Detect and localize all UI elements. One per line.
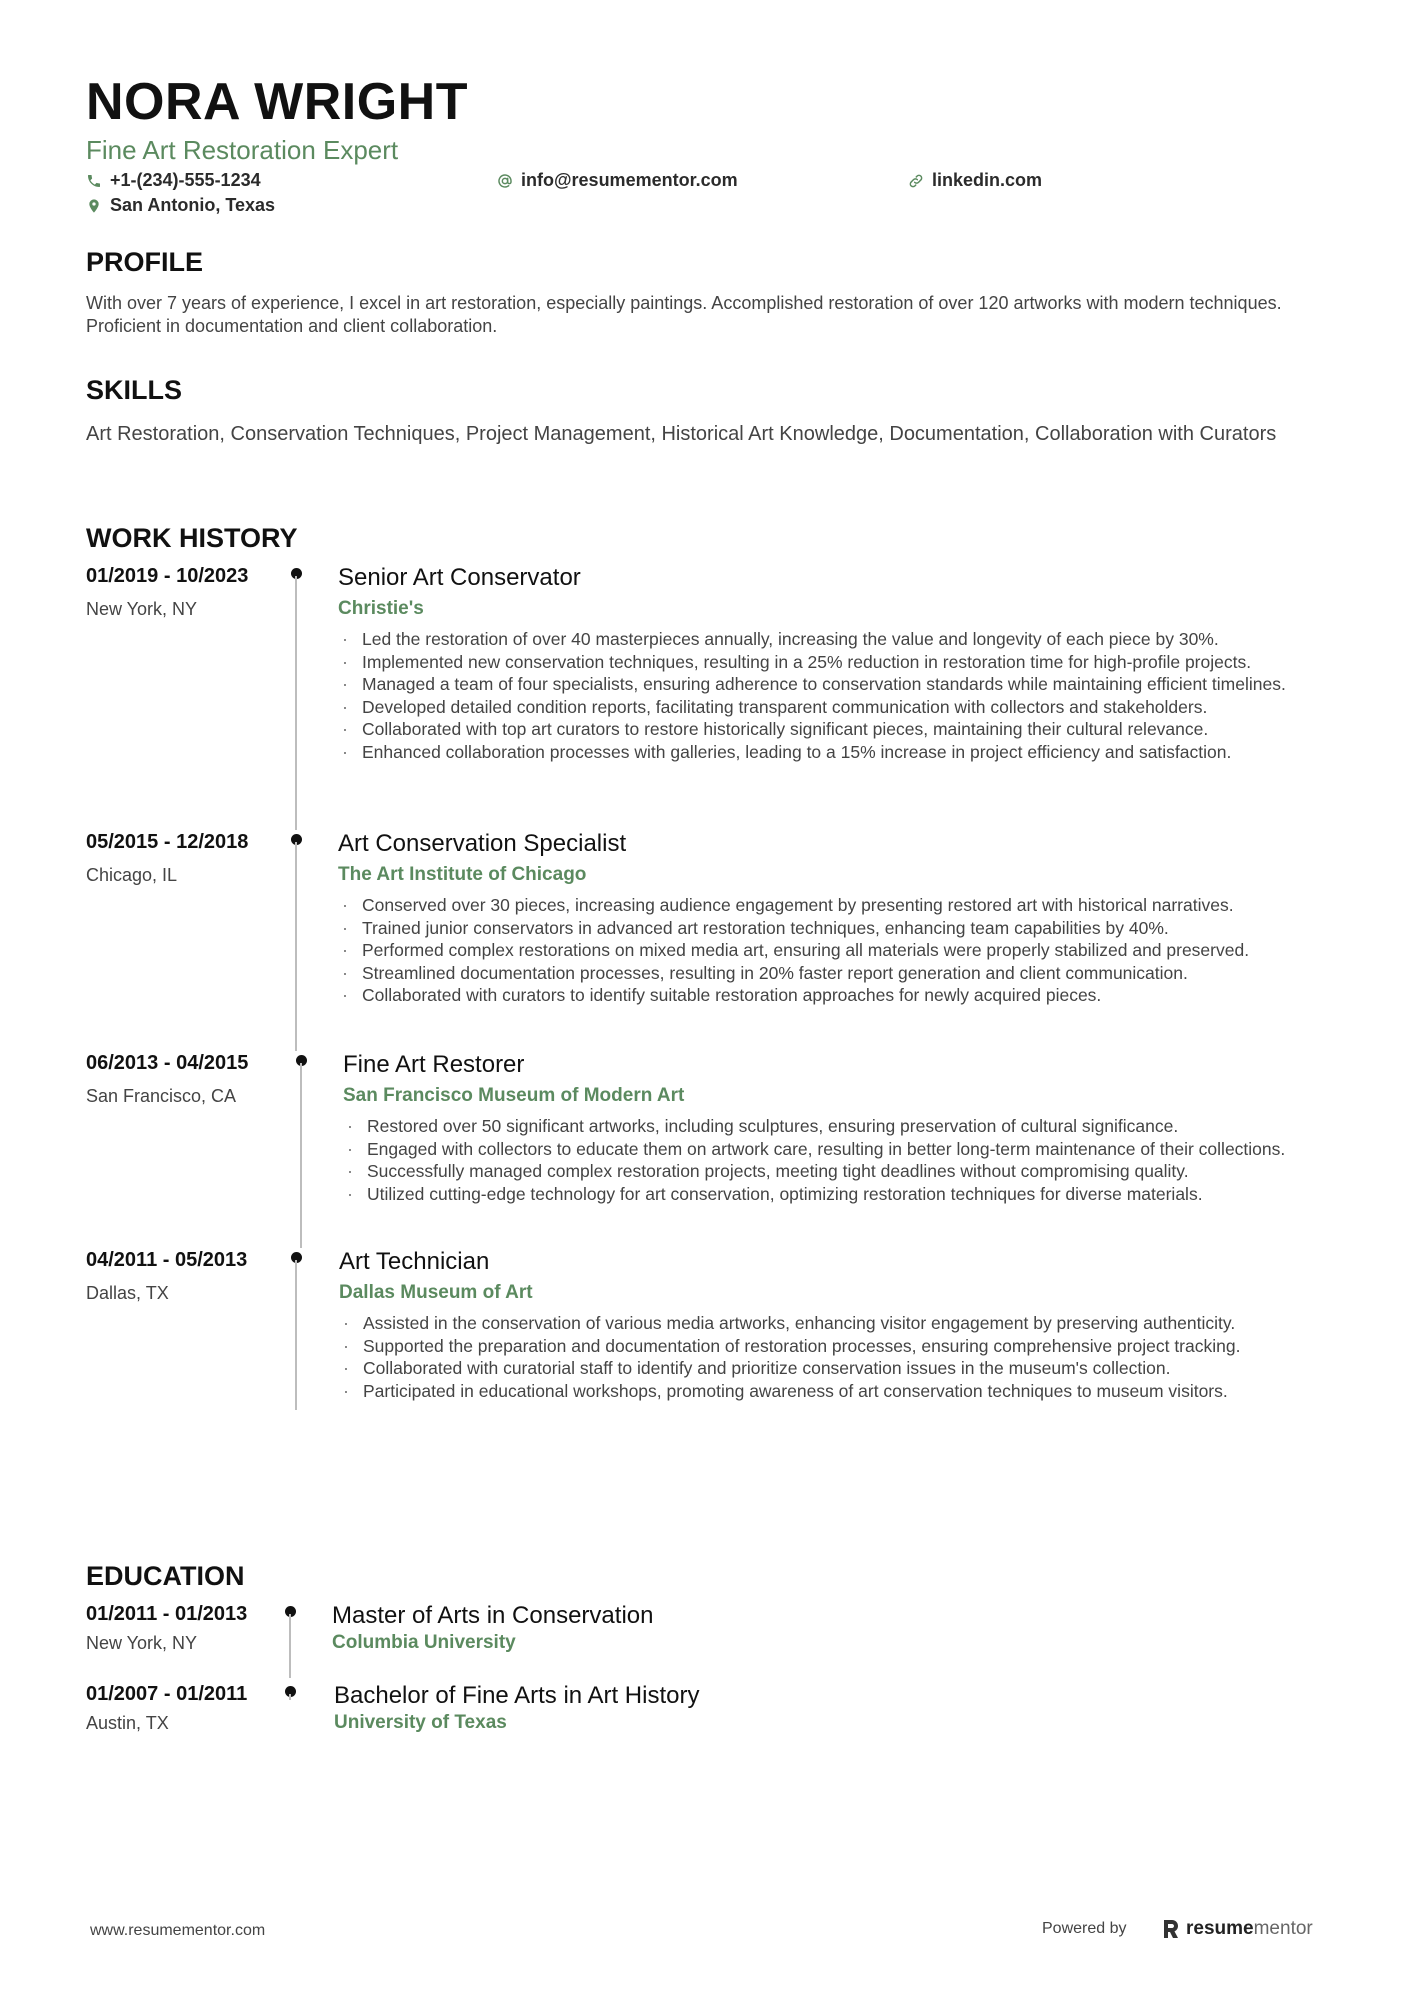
resumementor-logo-icon bbox=[1162, 1919, 1180, 1939]
job-bullets bbox=[338, 628, 1346, 763]
job-bullets bbox=[338, 894, 1346, 1007]
job-bullet: · Supported the preparation and documentation of restoration processes, ensuring comprehensive project tracking. bbox=[339, 1335, 1346, 1358]
education-school: Columbia University bbox=[332, 1632, 516, 1653]
footer-powered-by: Powered by bbox=[1042, 1920, 1127, 1937]
job-location: New York, NY bbox=[86, 599, 198, 619]
work-history-heading: WORK HISTORY bbox=[86, 523, 298, 553]
job-details bbox=[343, 1051, 1346, 1205]
job-dates: 05/2015 - 12/2018 bbox=[86, 831, 249, 853]
job-location: San Francisco, CA bbox=[86, 1086, 237, 1106]
job-company: Christie's bbox=[338, 598, 424, 619]
education-dates: 01/2007 - 01/2011 bbox=[86, 1683, 248, 1705]
skills-section bbox=[86, 374, 1346, 447]
phone-icon bbox=[86, 173, 102, 189]
job-role: Senior Art Conservator bbox=[338, 564, 581, 591]
job-details bbox=[338, 830, 1346, 1007]
contact-info bbox=[86, 170, 1346, 220]
job-bullet: · Led the restoration of over 40 masterpieces annually, increasing the value and longevity of each piece by 30%. bbox=[338, 628, 1346, 651]
timeline-line bbox=[289, 1694, 291, 1700]
skills-text: Art Restoration, Conservation Techniques, Project Management, Historical Art Knowledge, Documentation, Collaboration with Curators bbox=[86, 423, 1277, 445]
job-entry bbox=[86, 564, 1346, 830]
job-company: Dallas Museum of Art bbox=[339, 1282, 533, 1303]
job-meta bbox=[86, 1248, 286, 1304]
job-bullet: · Performed complex restorations on mixed media art, ensuring all materials were properly stabilized and preserved. bbox=[338, 939, 1346, 962]
education-entry bbox=[86, 1602, 1346, 1682]
education-location: New York, NY bbox=[86, 1633, 198, 1653]
location-text: San Antonio, Texas bbox=[110, 195, 276, 215]
job-bullet: · Implemented new conservation techniques, resulting in a 25% reduction in restoration time for high-profile projects. bbox=[338, 651, 1346, 674]
job-meta bbox=[86, 1051, 286, 1107]
education-degree: Master of Arts in Conservation bbox=[332, 1602, 654, 1629]
education-degree: Bachelor of Fine Arts in Art History bbox=[334, 1682, 700, 1709]
education-school: University of Texas bbox=[334, 1712, 507, 1733]
job-bullet: · Managed a team of four specialists, ensuring adherence to conservation standards while maintaining efficient timelines. bbox=[338, 673, 1346, 696]
job-meta bbox=[86, 830, 286, 886]
timeline-line bbox=[289, 1614, 291, 1678]
job-bullet: · Participated in educational workshops, promoting awareness of art conservation techniques to museum visitors. bbox=[339, 1380, 1346, 1403]
job-bullet: · Collaborated with curatorial staff to identify and prioritize conservation issues in the museum's collection. bbox=[339, 1357, 1346, 1380]
work-history-section bbox=[86, 522, 1346, 1448]
footer-brand-logo[interactable] bbox=[1162, 1918, 1313, 1940]
profile-section bbox=[86, 246, 1346, 338]
job-bullet: · Restored over 50 significant artworks, including sculptures, ensuring preservation of cultural significance. bbox=[343, 1115, 1346, 1138]
job-bullet: · Streamlined documentation processes, resulting in 20% faster report generation and client communication. bbox=[338, 962, 1346, 985]
job-dates: 06/2013 - 04/2015 bbox=[86, 1052, 249, 1074]
job-bullet: · Developed detailed condition reports, facilitating transparent communication with collectors and stakeholders. bbox=[338, 696, 1346, 719]
job-bullets bbox=[343, 1115, 1346, 1205]
contact-email[interactable] bbox=[497, 170, 738, 191]
brand-light-text: mentor bbox=[1253, 1918, 1313, 1939]
job-bullet: · Conserved over 30 pieces, increasing audience engagement by presenting restored art with historical narratives. bbox=[338, 894, 1346, 917]
profile-heading: PROFILE bbox=[86, 247, 204, 277]
job-dates: 01/2019 - 10/2023 bbox=[86, 565, 249, 587]
job-role: Art Conservation Specialist bbox=[338, 830, 627, 857]
timeline-line bbox=[300, 1063, 302, 1248]
job-details bbox=[339, 1248, 1346, 1402]
education-section bbox=[86, 1560, 1346, 1762]
education-location: Austin, TX bbox=[86, 1713, 169, 1733]
timeline-line bbox=[295, 1260, 297, 1410]
job-entry bbox=[86, 830, 1346, 1051]
job-role: Fine Art Restorer bbox=[343, 1051, 525, 1078]
timeline-line bbox=[295, 842, 297, 1051]
job-company: The Art Institute of Chicago bbox=[338, 864, 587, 885]
email-text: info@resumementor.com bbox=[521, 170, 738, 190]
education-entry bbox=[86, 1682, 1346, 1762]
job-bullet: · Utilized cutting-edge technology for art conservation, optimizing restoration techniques for diverse materials. bbox=[343, 1183, 1346, 1206]
education-heading: EDUCATION bbox=[86, 1561, 245, 1591]
job-list bbox=[86, 564, 1346, 1448]
phone-text: +1-(234)-555-1234 bbox=[110, 170, 261, 190]
education-dates: 01/2011 - 01/2013 bbox=[86, 1603, 248, 1625]
job-bullets bbox=[339, 1312, 1346, 1402]
candidate-name: NORA WRIGHT bbox=[86, 73, 468, 131]
resume-page bbox=[86, 72, 1346, 1733]
contact-linkedin[interactable] bbox=[908, 170, 1042, 191]
skills-heading: SKILLS bbox=[86, 375, 183, 405]
job-role: Art Technician bbox=[339, 1248, 490, 1275]
contact-phone[interactable] bbox=[86, 170, 261, 191]
job-company: San Francisco Museum of Modern Art bbox=[343, 1085, 685, 1106]
timeline-line bbox=[295, 576, 297, 830]
job-location: Dallas, TX bbox=[86, 1283, 169, 1303]
job-dates: 04/2011 - 05/2013 bbox=[86, 1249, 248, 1271]
job-bullet: · Assisted in the conservation of various media artworks, enhancing visitor engagement by preserving authenticity. bbox=[339, 1312, 1346, 1335]
brand-bold-text: resume bbox=[1186, 1918, 1254, 1939]
page-footer bbox=[90, 1918, 1330, 1948]
at-icon bbox=[497, 173, 513, 189]
job-location: Chicago, IL bbox=[86, 865, 178, 885]
job-bullet: · Engaged with collectors to educate them on artwork care, resulting in better long-term maintenance of their collections. bbox=[343, 1138, 1346, 1161]
job-entry bbox=[86, 1248, 1346, 1448]
job-bullet: · Collaborated with top art curators to restore historically significant pieces, maintaining their cultural relevance. bbox=[338, 718, 1346, 741]
location-pin-icon bbox=[86, 198, 102, 214]
footer-website[interactable]: www.resumementor.com bbox=[90, 1922, 266, 1939]
job-entry bbox=[86, 1051, 1346, 1248]
job-bullet: · Trained junior conservators in advanced art restoration techniques, enhancing team capabilities by 40%. bbox=[338, 917, 1346, 940]
job-bullet: · Successfully managed complex restoration projects, meeting tight deadlines without compromising quality. bbox=[343, 1160, 1346, 1183]
contact-location bbox=[86, 195, 275, 216]
linkedin-text: linkedin.com bbox=[932, 170, 1043, 190]
link-icon bbox=[908, 173, 924, 189]
education-list bbox=[86, 1602, 1346, 1762]
job-details bbox=[338, 564, 1346, 763]
job-bullet: · Collaborated with curators to identify suitable restoration approaches for newly acquired pieces. bbox=[338, 984, 1346, 1007]
job-bullet: · Enhanced collaboration processes with galleries, leading to a 15% increase in project efficiency and satisfaction. bbox=[338, 741, 1346, 764]
profile-text: With over 7 years of experience, I excel in art restoration, especially paintings. Accomplished restoration of over 120 artworks with modern techniques. Proficient in documentation and client collaboration. bbox=[86, 293, 1282, 336]
job-meta bbox=[86, 564, 286, 620]
candidate-title: Fine Art Restoration Expert bbox=[86, 135, 399, 165]
